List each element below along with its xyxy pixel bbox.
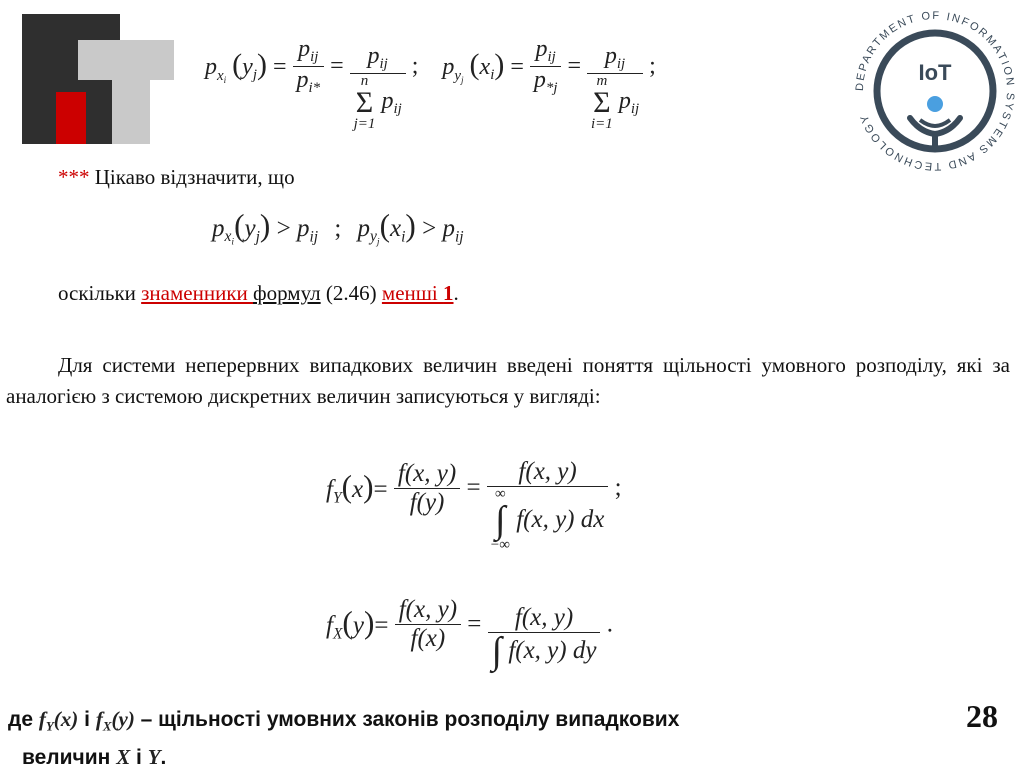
fit-logo <box>22 14 154 144</box>
reason-one: 1 <box>443 281 454 305</box>
body-paragraph: Для системи неперервних випадкових величин введені поняття щільності умовного розподілу, які за аналогією з системою дискретних величин записуються у вигляді: <box>6 353 1010 408</box>
note-stars: *** <box>58 165 90 189</box>
formula-fX: $f_X(y)=$ $\frac{f(x, y)}{f(x)}$ = f(x, y) ∫ f(x, y) dy . <box>326 596 613 672</box>
reason-denominators: знаменники <box>141 281 254 305</box>
iot-department-logo <box>850 6 1020 176</box>
page-number: 28 <box>966 698 998 734</box>
reason-less: менші <box>381 281 444 305</box>
logo-ring-text: DEPARTMENT OF INFORMATION SYSTEMS AND TECHNOLOGY <box>853 9 1017 173</box>
formula-conditional-probabilities: $p_{x_i}$ $(y_j)$ = $\frac{p_{ij}}{p_{i*}}$ = $p_{ij}$ n Σ j=1 $p_{ij}$ ; $p_{y_j}$ $(x_i)$ = $\frac{p_{ij}}{p_{*j}}$ = $p_{ij}$ m Σ i=1 $p_{ij}$ ; <box>205 36 656 132</box>
note-text: Цікаво відзначити, що <box>89 165 295 189</box>
reason-formulas: формул <box>253 281 321 305</box>
logo-iot-text: IoT <box>918 60 952 85</box>
note-line <box>58 162 295 193</box>
formula-inequalities: $p_{x_i}(y_j) > p_{ij}$ ; $p_{y_j}(x_i) > p_{ij}$ <box>212 208 464 248</box>
reason-line: оскільки знаменники формул (2.46) менші 1. <box>58 281 459 305</box>
formula-fY: $f_Y(x)=$ $\frac{f(x, y)}{f(y)}$ = f(x, y) ∞ ∫ −∞ f(x, y) dx ; <box>326 458 622 553</box>
footer-text: де $f_Y(x)$ і $f_X(y)$ – щільності умовних законів розподілу випадкових величин X і Y. <box>8 707 680 769</box>
